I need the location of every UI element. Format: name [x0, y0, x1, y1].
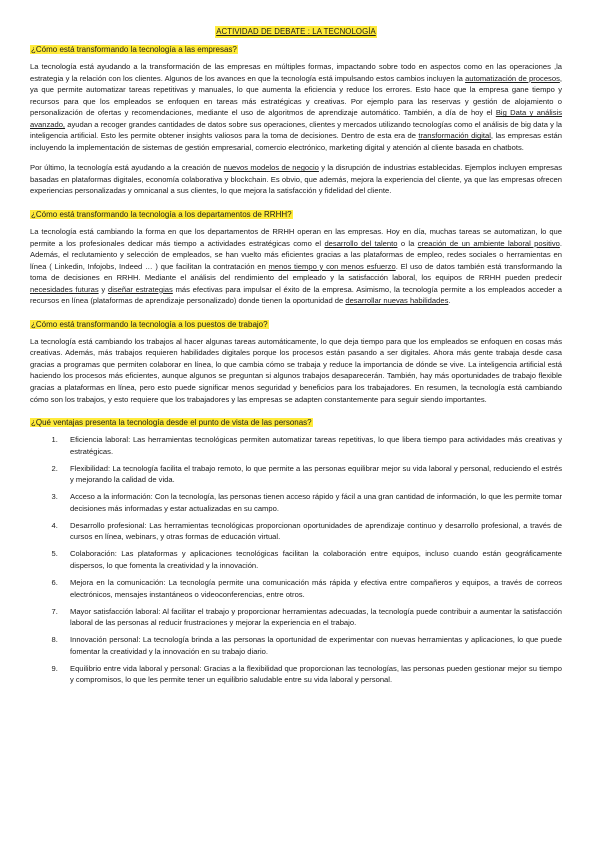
underlined-term: transformación digital	[418, 131, 491, 141]
list-item: 7. Mayor satisfacción laboral: Al facilitar el trabajo y proporcionar herramientas adecuadas, la tecnología puede contribuir a aumentar la satisfacción laboral de las personas al reducir frustraciones y mejorar la experiencia en el trabajo.	[60, 606, 562, 629]
question-ventajas: ¿Qué ventajas presenta la tecnología desde el punto de vista de las personas?	[31, 418, 312, 428]
list-item: 2. Flexibilidad: La tecnología facilita el trabajo remoto, lo que permite a las personas equilibrar mejor su vida laboral y personal, reduciendo el estrés y mejorando la calidad de vida.	[60, 463, 562, 486]
paragraph-empresas-2: Por último, la tecnología está ayudando a la creación de nuevos modelos de negocio y la disrupción de industrias establecidas. Ejemplos incluyen empresas basadas en plataformas digitales, economía colaborativa y blockchain. Es obvio, que además, mejora la experiencia del cliente, ya que las empresas ofrecen experiencias personalizadas y omnicanal a sus clientes, lo que mejora la satisfacción y fidelidad del cliente.	[30, 163, 563, 196]
list-item: 9. Equilibrio entre vida laboral y personal: Gracias a la flexibilidad que proporcionan las tecnologías, las personas pueden gestionar mejor su tiempo y compromisos, lo que les permite tener un equilibrio saludable entre su vida laboral y personal.	[60, 663, 562, 686]
paragraph-empresas-1: La tecnología está ayudando a la transformación de las empresas en múltiples formas, impactando sobre todo en aspectos como en las operaciones ,la estrategia y la relación con los clientes. Algunos de los avances en que la tecnología está impulsando estos cambios incluyen la automatización de procesos, ya que permite automatizar tareas repetitivas y manuales, lo que aumenta la eficiencia y reduce los errores. Esto hace que la empresa gane tiempo y recursos para que los empleados se enfoquen en tareas más estratégicas y creativas. Por ejemplo para las reservas y gestión de alojamiento o personalización de ofertas y recomendaciones, mediante el uso de algoritmos de aprendizaje automático. También, a día de hoy el Big Data y análisis avanzado, ayudan a recoger grandes cantidades de datos sobre sus operaciones, clientes y mercados utilizando tecnologías como el análisis de big data y la inteligencia artificial. Esto les permite obtener insights valiosos para la toma de decisiones. Dentro de esta era de transformación digital, las empresas están incluyendo la implementación de sistemas de gestión empresarial, comercio electrónico, marketing digital y atención al cliente basada en chatbots.	[30, 62, 562, 152]
list-item: 1. Eficiencia laboral: Las herramientas tecnológicas permiten automatizar tareas repetitivas, lo que libera tiempo para actividades más creativas y estratégicas.	[60, 434, 562, 457]
question-empresas: ¿Cómo está transformando la tecnología a las empresas?	[31, 44, 237, 54]
underlined-term: nuevos modelos de negocio	[223, 163, 319, 173]
list-item: 4. Desarrollo profesional: Las herramientas tecnológicas proporcionan oportunidades de aprendizaje continuo y desarrollo profesional, a través de cursos en línea, webinars, y otras formas de educación virtual.	[60, 520, 562, 543]
underlined-term: Big Data y análisis avanzado,	[30, 108, 562, 129]
list-item: 5. Colaboración: Las plataformas y aplicaciones tecnológicas facilitan la colaboración entre equipos, incluso cuando están geográficamente dispersos, lo que fomenta la creatividad y la innovación.	[60, 548, 562, 571]
list-item: 6. Mejora en la comunicación: La tecnología permite una comunicación más rápida y efectiva entre compañeros y equipos, a través de correos electrónicos, mensajes instantáneos o videoconferencias, entre otros.	[60, 577, 562, 600]
advantages-list	[30, 434, 562, 686]
underlined-term: menos tiempo y con menos esfuerzo	[268, 261, 396, 271]
page-title: ACTIVIDAD DE DEBATE : LA TECNOLOGÍA	[216, 27, 376, 36]
underlined-term: necesidades futuras	[30, 284, 99, 294]
underlined-term: desarrollo del talento	[324, 238, 398, 248]
list-item: 3. Acceso a la información: Con la tecnología, las personas tienen acceso rápido y fácil a una gran cantidad de información, lo que les permite tomar decisiones más informadas y estar actualizadas en su campo.	[60, 491, 562, 514]
paragraph-puestos: La tecnología está cambiando los trabajos al hacer algunas tareas automáticamente, lo que deja tiempo para que los empleados se enfoquen en cosas más creativas. Además, más trabajos requieren habilidades digitales porque los procesos están pasando a ser digitales. Ahora más gente trabaja desde casa gracias a programas que permiten colaborar en línea, lo que cambia cómo se trabaja y reduce la importancia de dónde se vive. La inteligencia artificial está haciendo los procesos más eficientes, aunque algunos se preguntan si algunos trabajos desaparecerán. También, hay más oportunidades de trabajo flexible gracias a plataformas en línea, pero esto puede significar menos seguridad y beneficios para los trabajadores. En resumen, la tecnología está cambiando cómo son los trabajos, y esto requiere que los trabajadores y las empresas se adapten constantemente para seguir siendo importantes.	[30, 336, 562, 404]
title-wrap	[30, 26, 562, 38]
paragraph-rrhh: La tecnología está cambiando la forma en que los departamentos de RRHH operan en las empresas. Hoy en día, muchas tareas se automatizan, lo que permite a los profesionales dedicar más tiempo a actividades estratégicas como el desarrollo del talento o la creación de un ambiente laboral positivo. Además, el reclutamiento y selección de empleados, se han vuelto más eficientes gracias a las plataformas de empleo, redes sociales o herramientas en línea ( Linkedin, Infojobs, Indeed … ) que facilitan la contratación en menos tiempo y con menos esfuerzo. El uso de datos también está transformando la toma de decisiones en RRHH. Mediante el análisis del rendimiento del empleado y la satisfacción laboral, los equipos de RRHH pueden predecir necesidades futuras y diseñar estrategias más efectivas para impulsar el éxito de la empresa. Asimismo, la tecnología permite a los empleados acceder a recursos en línea (plataformas de aprendizaje personalizado) donde tienen la oportunidad de desarrollar nuevas habilidades.	[30, 227, 563, 306]
question-rrhh: ¿Cómo está transformando la tecnología a los departamentos de RRHH?	[31, 209, 292, 219]
underlined-term: desarrollar nuevas habilidades	[345, 296, 449, 306]
underlined-term: creación de un ambiente laboral positivo	[417, 238, 560, 248]
underlined-term: automatización de procesos	[465, 73, 560, 83]
underlined-term: diseñar estrategias	[107, 284, 173, 294]
list-item: 8. Innovación personal: La tecnología brinda a las personas la oportunidad de experimentar con nuevas herramientas y aplicaciones, lo que puede fomentar la creatividad y la innovación en su trabajo diario.	[60, 634, 562, 657]
question-puestos: ¿Cómo está transformando la tecnología a los puestos de trabajo?	[31, 319, 268, 329]
